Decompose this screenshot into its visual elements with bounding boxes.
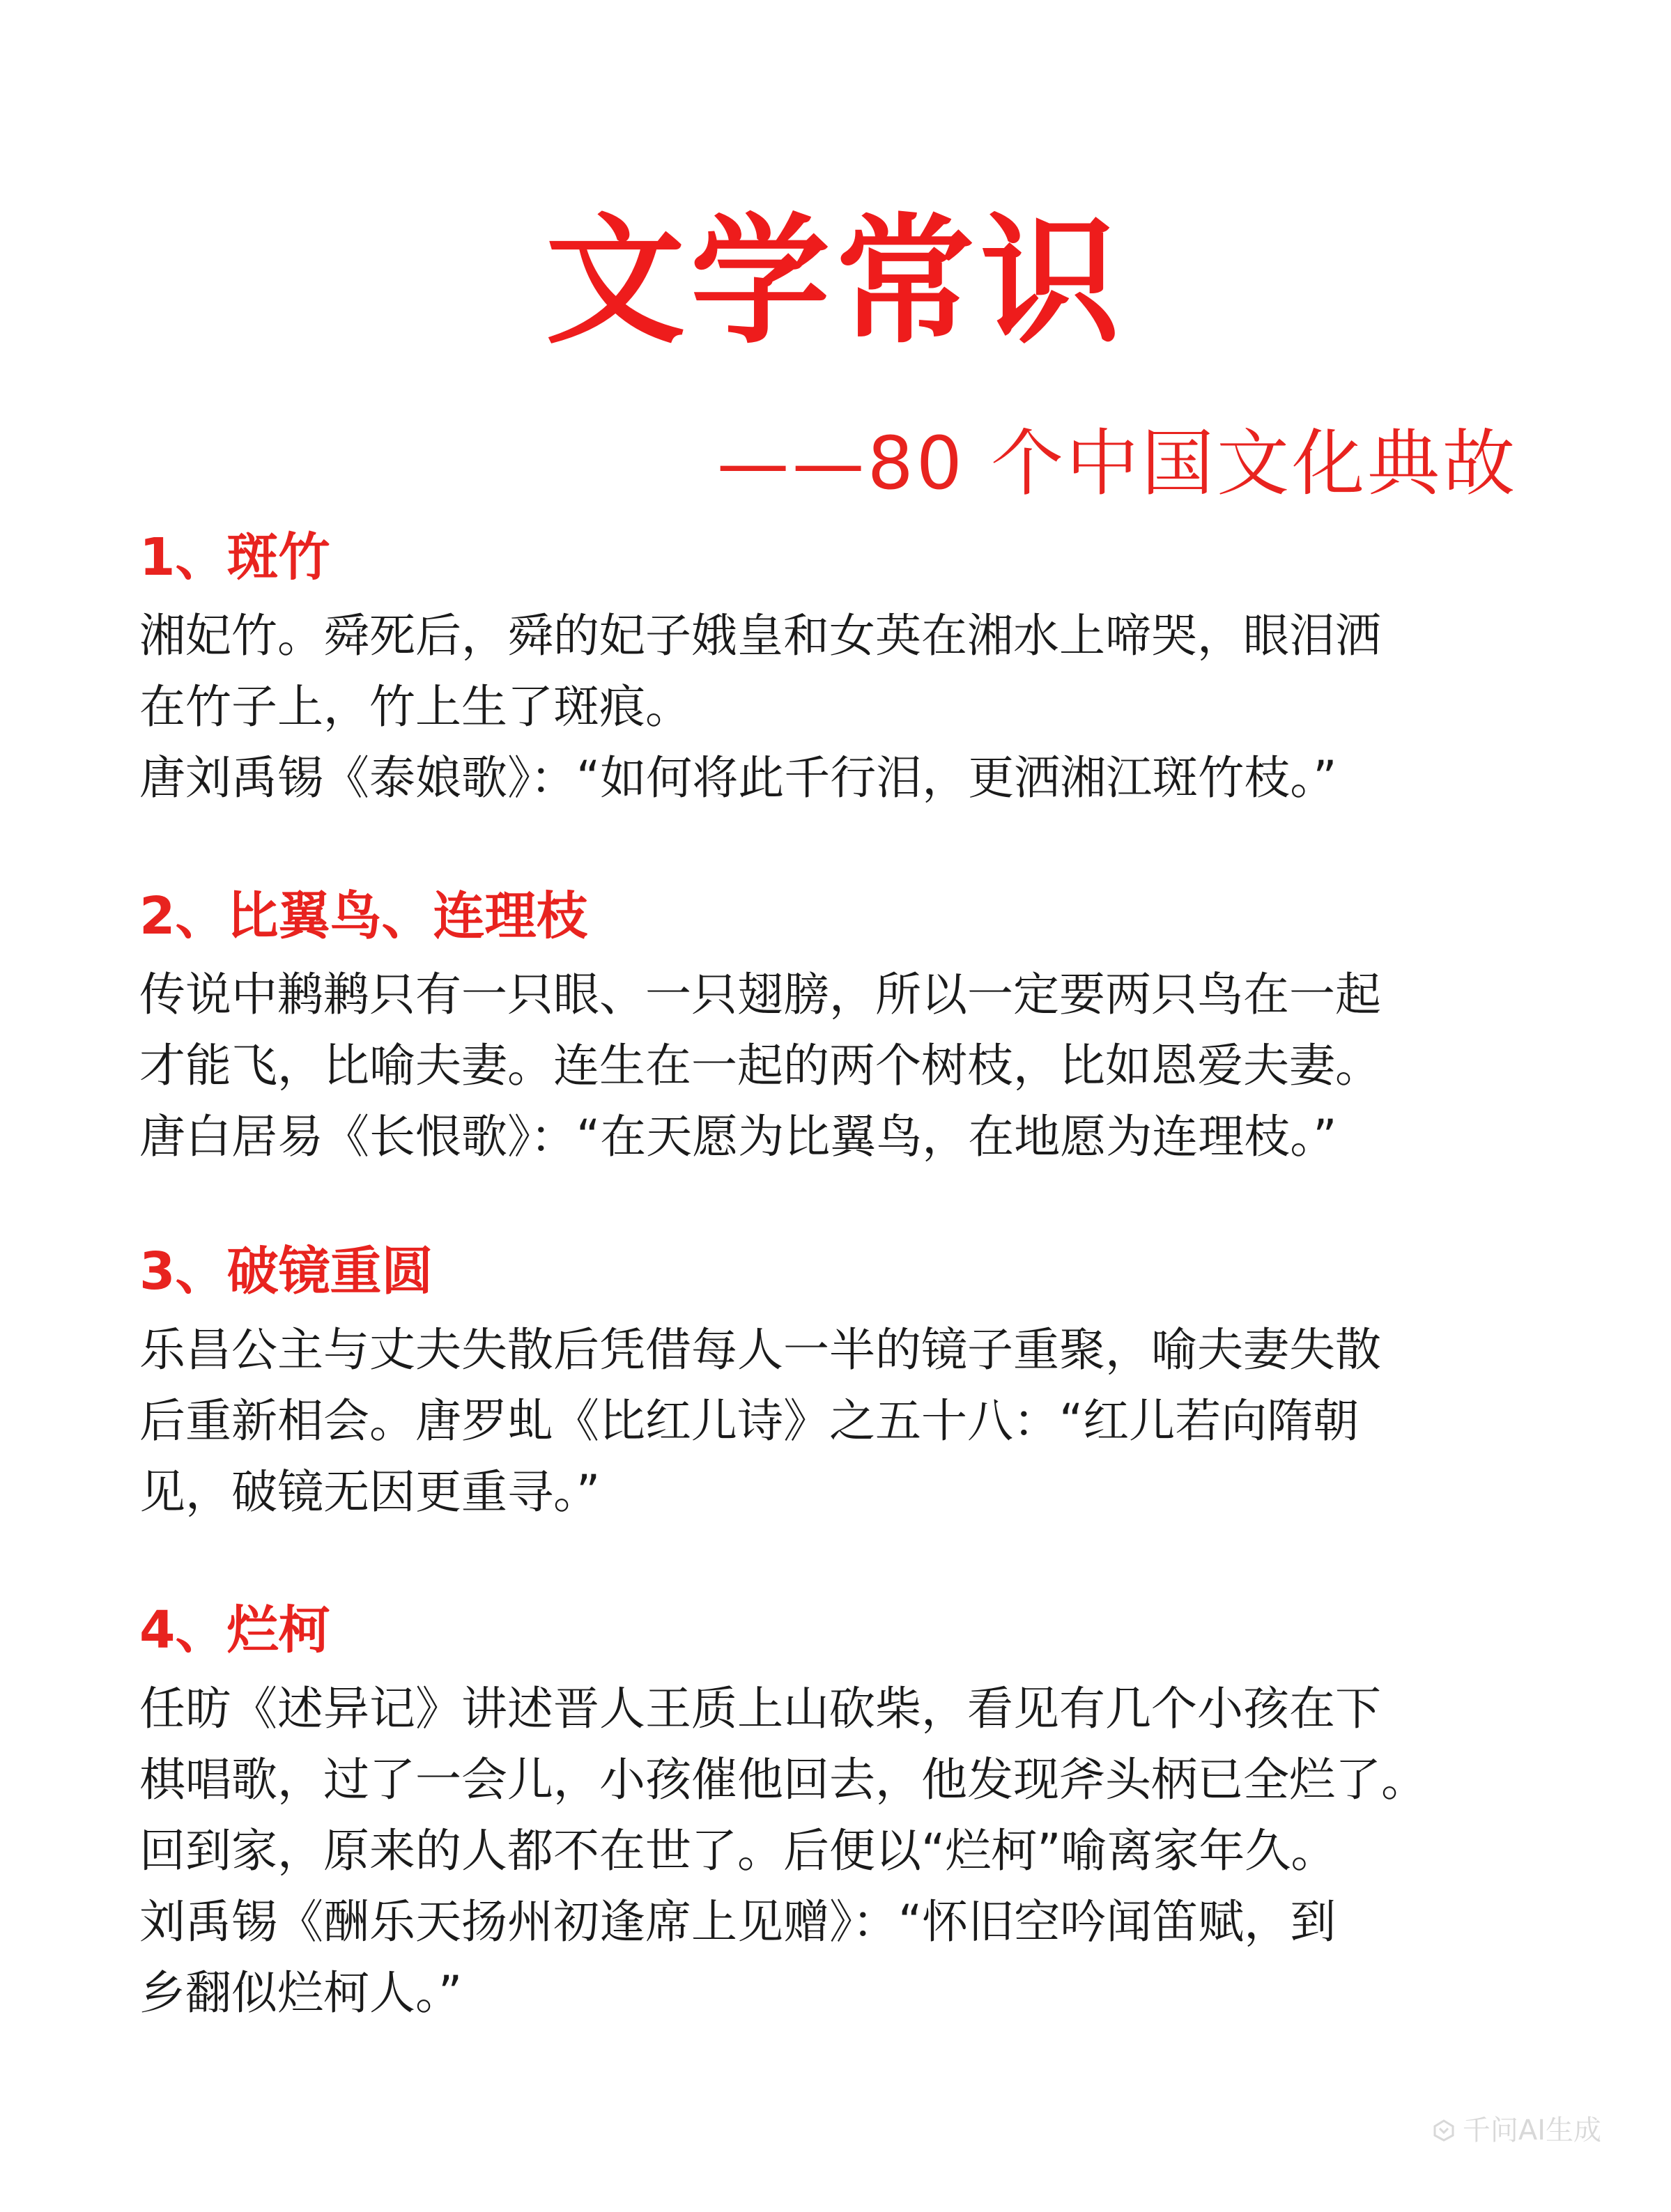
section-text-line: 后重新相会。唐罗虬《比红儿诗》之五十八：“红儿若向隋朝	[139, 1394, 1360, 1448]
section-3	[139, 1237, 1547, 1528]
section-text-line: 才能飞，比喻夫妻。连生在一起的两个树枝，比如恩爱夫妻。	[139, 1039, 1381, 1092]
section-heading: 1、斑竹	[139, 527, 330, 587]
section-4	[139, 1595, 1547, 2029]
section-text-line: 在竹子上，竹上生了斑痕。	[139, 680, 691, 734]
watermark-text: 千问AI生成	[1462, 2114, 1601, 2147]
page-subtitle: ——80 个中国文化典故	[716, 421, 1518, 506]
section-text-line: 见，破镜无因更重寻。”	[139, 1465, 601, 1519]
section-text-line: 任昉《述异记》讲述晋人王质上山砍柴，看见有几个小孩在下	[139, 1682, 1381, 1735]
section-text-line: 湘妃竹。舜死后，舜的妃子娥皇和女英在湘水上啼哭，眼泪洒	[139, 609, 1381, 663]
section-heading: 2、比翼鸟、连理枝	[139, 886, 588, 946]
section-text-line: 回到家，原来的人都不在世了。后便以“烂柯”喻离家年久。	[139, 1824, 1337, 1878]
section-text-line: 传说中鹣鹣只有一只眼、一只翅膀，所以一定要两只鸟在一起	[139, 968, 1381, 1021]
section-text-line: 刘禹锡《酬乐天扬州初逢席上见赠》：“怀旧空吟闻笛赋，到	[139, 1895, 1337, 1949]
section-1	[139, 523, 1547, 814]
section-text-line: 唐刘禹锡《泰娘歌》：“如何将此千行泪，更洒湘江斑竹枝。”	[139, 751, 1337, 805]
page-title: 文学常识	[545, 201, 1125, 363]
section-text-line: 棋唱歌，过了一会儿，小孩催他回去，他发现斧头柄已全烂了。	[139, 1753, 1427, 1807]
section-text-line: 乡翻似烂柯人。”	[139, 1966, 463, 2020]
section-heading: 4、烂柯	[139, 1600, 330, 1660]
section-2	[139, 881, 1547, 1173]
ai-logo-icon	[1432, 2117, 1456, 2141]
section-heading: 3、破镜重圆	[139, 1242, 433, 1301]
watermark	[1432, 2108, 1601, 2148]
section-text-line: 唐白居易《长恨歌》：“在天愿为比翼鸟，在地愿为连理枝。”	[139, 1110, 1337, 1163]
section-text-line: 乐昌公主与丈夫失散后凭借每人一半的镜子重聚，喻夫妻失散	[139, 1323, 1381, 1377]
